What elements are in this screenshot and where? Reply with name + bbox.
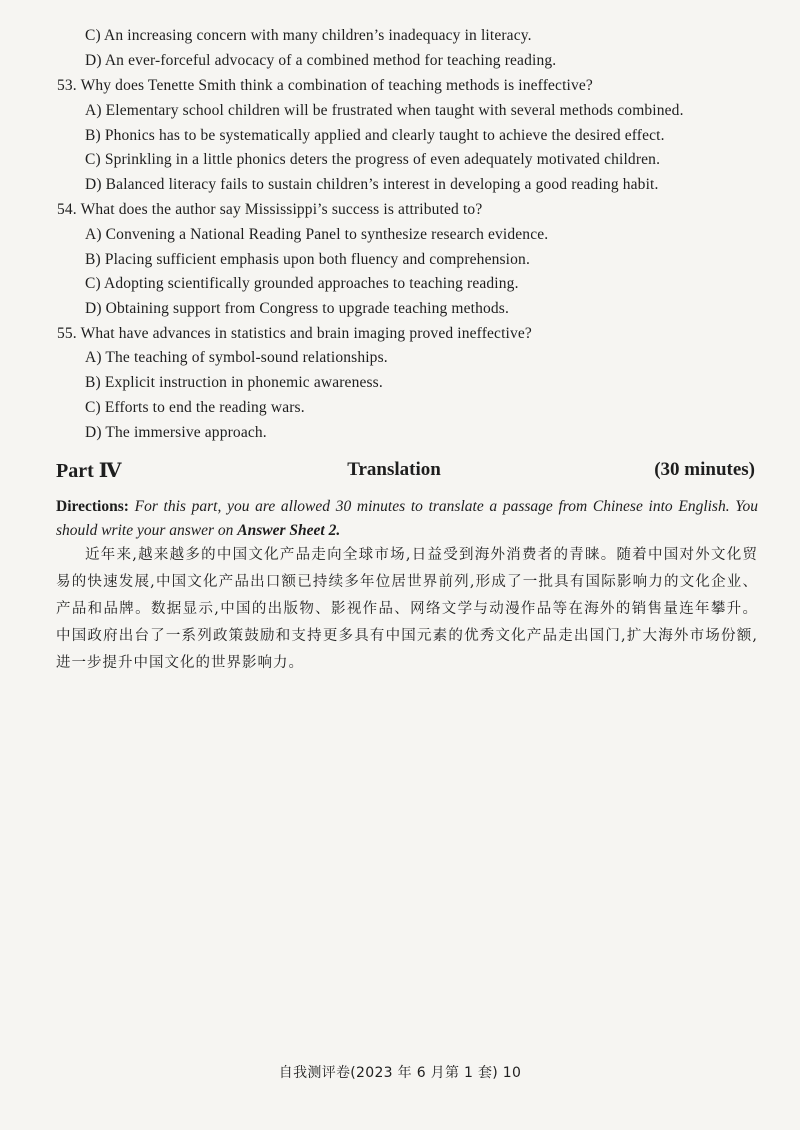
q53-option-b: B) Phonics has to be systematically applied and clearly taught to achieve the desired effect. [85, 127, 665, 144]
q53-option-d: D) Balanced literacy fails to sustain children’s interest in developing a good reading habit. [85, 176, 659, 193]
page-footer: 自我测评卷(2023 年 6 月第 1 套) 10 [278, 1065, 522, 1081]
q55-option-b: B) Explicit instruction in phonemic awareness. [85, 374, 383, 391]
q52-option-c: C) An increasing concern with many children’s inadequacy in literacy. [85, 27, 532, 44]
translation-passage: 近年来,越来越多的中国文化产品走向全球市场,日益受到海外消费者的青睐。随着中国对外文化贸易的快速发展,中国文化产品出口额已持续多年位居世界前列,形成了一批具有国际影响力的文化企业、产品和品牌。数据显示,中国的出版物、影视作品、网络文学与动漫作品等在海外的销售量连年攀升。中国政府出台了一系列政策鼓励和支持更多具有中国元素的优秀文化产品走出国门,扩大海外市场份额,进一步提升中国文化的世界影响力。 [56, 547, 758, 671]
directions-label: Directions: [56, 498, 129, 515]
q55-option-c: C) Efforts to end the reading wars. [85, 399, 305, 416]
q53-stem: 53. Why does Tenette Smith think a combination of teaching methods is ineffective? [57, 77, 593, 94]
part-time: (30 minutes) [654, 459, 755, 480]
part-title: Translation [347, 459, 441, 480]
q55-stem: 55. What have advances in statistics and brain imaging proved ineffective? [57, 325, 532, 342]
q53-option-c: C) Sprinkling in a little phonics deters the progress of even adequately motivated children. [85, 151, 661, 168]
directions-end: . [336, 522, 341, 539]
directions [56, 495, 758, 543]
directions-text: For this part, you are allowed 30 minutes to translate a passage from Chinese into English. You should write your answer on [56, 498, 758, 539]
q54-option-b: B) Placing sufficient emphasis upon both fluency and comprehension. [85, 251, 530, 268]
answer-sheet-ref: Answer Sheet 2 [237, 522, 337, 539]
q54-option-c: C) Adopting scientifically grounded approaches to teaching reading. [85, 275, 519, 292]
part-label: Part Ⅳ [56, 460, 122, 482]
q53-option-a: A) Elementary school children will be frustrated when taught with several methods combined. [85, 102, 684, 119]
q54-stem: 54. What does the author say Mississippi’s success is attributed to? [57, 201, 483, 218]
q54-option-a: A) Convening a National Reading Panel to synthesize research evidence. [85, 226, 549, 243]
q54-option-d: D) Obtaining support from Congress to upgrade teaching methods. [85, 300, 509, 317]
q55-option-d: D) The immersive approach. [85, 424, 267, 441]
q55-option-a: A) The teaching of symbol-sound relationships. [85, 349, 388, 366]
q52-option-d: D) An ever-forceful advocacy of a combined method for teaching reading. [85, 52, 557, 69]
